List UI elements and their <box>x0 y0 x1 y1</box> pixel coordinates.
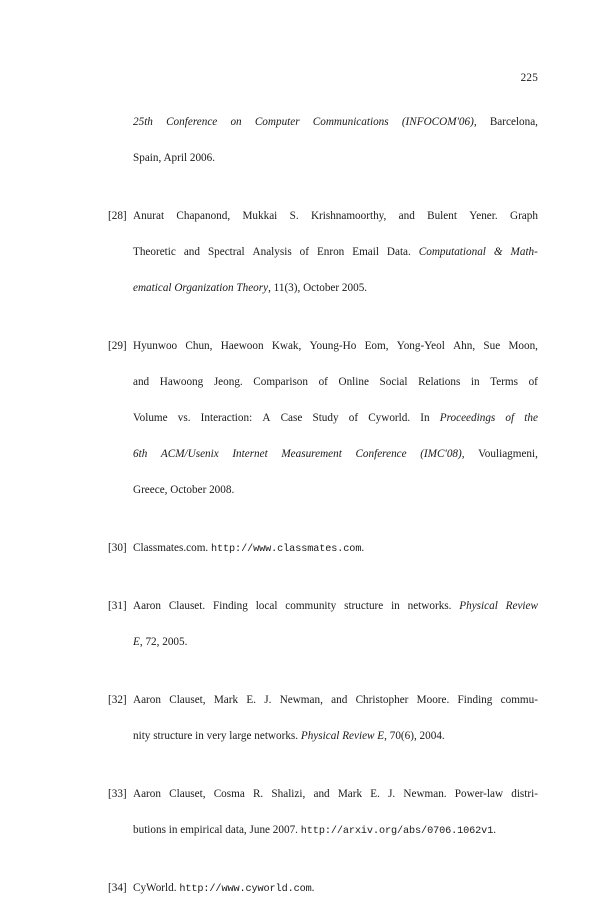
text-word: Aaron <box>133 600 161 612</box>
text-word: Shalizi, <box>271 788 306 800</box>
text-run: Physical Review E <box>300 730 385 742</box>
reference-28 <box>108 198 538 306</box>
entry-spacer <box>108 660 538 682</box>
reference-29 <box>108 328 538 508</box>
entry-spacer <box>108 176 538 198</box>
text-word: Barcelona, <box>489 116 538 128</box>
reference-line <box>133 328 538 364</box>
text-run: Classmates.com. <box>133 542 211 554</box>
text-word: Online <box>338 376 369 388</box>
text-run: E <box>133 636 140 648</box>
text-word: and <box>313 788 330 800</box>
reference-line <box>133 718 538 754</box>
text-word: Review <box>505 600 538 612</box>
text-word: Email <box>352 246 379 258</box>
reference-line <box>133 364 538 400</box>
text-word: ACM/Usenix <box>160 448 219 460</box>
entry-spacer <box>108 508 538 530</box>
text-word: Anurat <box>133 210 165 222</box>
reference-30 <box>108 530 538 566</box>
text-run: CyWorld. <box>133 882 180 894</box>
reference-line <box>133 234 538 270</box>
text-word: A <box>262 412 271 424</box>
text-word: Theoretic <box>133 246 176 258</box>
reference-33 <box>108 776 538 848</box>
text-word: (INFOCOM'06), <box>401 116 477 128</box>
text-word: and <box>331 694 348 706</box>
text-run: nity structure in very large networks. <box>133 730 301 742</box>
reference-body <box>133 530 538 566</box>
text-word: E. <box>370 788 380 800</box>
entry-spacer <box>108 754 538 776</box>
text-word: Kwak, <box>271 340 302 352</box>
text-word: Analysis <box>252 246 292 258</box>
reference-34 <box>108 870 538 906</box>
reference-label: [33] <box>108 788 127 800</box>
reference-line <box>133 682 538 718</box>
text-word: Finding <box>213 600 248 612</box>
text-word: Vouliagmeni, <box>478 448 538 460</box>
text-run: , 11(3), October 2005. <box>268 282 368 294</box>
text-run: . <box>311 882 315 894</box>
text-word: Mukkai <box>242 210 278 222</box>
text-word: Cyworld. <box>368 412 411 424</box>
reference-list <box>108 176 538 906</box>
reference-line <box>133 588 538 624</box>
text-word: Sue <box>483 340 501 352</box>
text-word: & <box>493 246 503 258</box>
text-word: community <box>285 600 337 612</box>
text-word: commu- <box>500 694 538 706</box>
reference-body <box>133 588 538 660</box>
text-word: Enron <box>316 246 345 258</box>
reference-31 <box>108 588 538 660</box>
text-word: Christopher <box>355 694 409 706</box>
text-word: on <box>230 116 242 128</box>
text-word: Mark <box>337 788 363 800</box>
text-word: Computer <box>254 116 300 128</box>
text-word: In <box>420 412 430 424</box>
reference-body <box>133 776 538 848</box>
reference-line <box>133 270 538 306</box>
text-run: Greece, October 2008. <box>133 484 235 496</box>
text-word: of <box>318 376 328 388</box>
text-word: Chapanond, <box>176 210 231 222</box>
continuation-line: Spain, April 2006. <box>133 152 216 164</box>
text-word: Hyunwoo <box>133 340 178 352</box>
bibliography-text-block <box>108 104 538 906</box>
reference-line <box>133 624 538 660</box>
text-word: Clauset. <box>168 600 206 612</box>
reference-label: [28] <box>108 210 127 222</box>
text-word: Moore. <box>416 694 450 706</box>
text-word: Mark <box>213 694 239 706</box>
reference-body <box>133 198 538 306</box>
text-word: Young-Ho <box>309 340 357 352</box>
reference-label: [32] <box>108 694 127 706</box>
url-text[interactable]: http://www.classmates.com <box>211 544 362 555</box>
entry-spacer <box>108 306 538 328</box>
reference-line <box>133 400 538 436</box>
text-run: , 72, 2005. <box>139 636 188 648</box>
text-run: ematical Organization Theory <box>133 282 269 294</box>
text-word: Yener. <box>469 210 498 222</box>
text-word: of <box>348 412 359 424</box>
text-run: . <box>361 542 365 554</box>
text-word: Spectral <box>207 246 245 258</box>
reference-line <box>133 870 538 906</box>
text-word: Study <box>312 412 339 424</box>
text-word: Computational <box>418 246 486 258</box>
text-word: Haewoon <box>220 340 264 352</box>
text-word: Proceedings <box>439 412 496 424</box>
text-word: (IMC'08), <box>420 448 465 460</box>
text-word: S. <box>289 210 299 222</box>
continuation-line <box>133 104 538 140</box>
text-word: networks. <box>407 600 452 612</box>
text-word: 25th <box>133 116 153 128</box>
text-word: Case <box>280 412 303 424</box>
text-word: Conference <box>355 448 407 460</box>
reference-line <box>133 530 538 566</box>
text-word: J. <box>388 788 396 800</box>
reference-label: [29] <box>108 340 127 352</box>
reference-body <box>133 328 538 508</box>
text-word: Finding <box>457 694 493 706</box>
text-word: Aaron <box>133 694 161 706</box>
reference-line <box>133 198 538 234</box>
text-word: R. <box>252 788 264 800</box>
text-word: of <box>299 246 309 258</box>
text-word: Newman. <box>403 788 447 800</box>
text-word: in <box>470 376 480 388</box>
text-word: Yong-Yeol <box>396 340 445 352</box>
text-word: Math- <box>510 246 538 258</box>
text-run: butions in empirical data, June 2007. <box>133 824 301 836</box>
text-word: Internet <box>232 448 268 460</box>
text-word: Cosma <box>213 788 245 800</box>
text-word: and <box>183 246 200 258</box>
text-word: Data. <box>386 246 411 258</box>
text-word: and <box>398 210 415 222</box>
text-word: Measurement <box>281 448 342 460</box>
text-word: Graph <box>509 210 538 222</box>
text-word: structure <box>344 600 384 612</box>
text-run: . <box>493 824 497 836</box>
text-word: Eom, <box>364 340 389 352</box>
reference-label: [34] <box>108 882 127 894</box>
text-word: Interaction: <box>200 412 253 424</box>
url-text[interactable]: http://www.cyworld.com <box>179 884 312 895</box>
entry-spacer <box>108 566 538 588</box>
text-word: Power-law <box>454 788 504 800</box>
text-run: , 70(6), 2004. <box>384 730 445 742</box>
text-word: distri- <box>511 788 538 800</box>
text-word: J. <box>264 694 272 706</box>
text-word: of <box>528 376 538 388</box>
text-word: Ahn, <box>453 340 476 352</box>
text-word: Aaron <box>133 788 161 800</box>
text-word: and <box>133 376 150 388</box>
text-word: Clauset, <box>169 788 206 800</box>
text-word: Communications <box>312 116 389 128</box>
reference-line <box>133 436 538 472</box>
page-number: 225 <box>520 72 538 84</box>
text-word: vs. <box>177 412 191 424</box>
text-word: Chun, <box>185 340 213 352</box>
url-text[interactable]: http://arxiv.org/abs/0706.1062v1 <box>300 826 494 837</box>
text-word: Relations <box>418 376 461 388</box>
reference-line <box>133 812 538 848</box>
text-word: Newman, <box>279 694 323 706</box>
text-word: in <box>391 600 400 612</box>
reference-label: [31] <box>108 600 127 612</box>
text-word: Moon, <box>508 340 538 352</box>
text-word: of <box>505 412 515 424</box>
text-word: Volume <box>133 412 168 424</box>
text-word: Comparison <box>253 376 308 388</box>
text-word: Hawoong <box>159 376 204 388</box>
reference-27-continuation <box>133 104 538 176</box>
entry-spacer <box>108 848 538 870</box>
text-word: Conference <box>166 116 218 128</box>
text-word: Physical <box>459 600 498 612</box>
reference-body <box>133 682 538 754</box>
text-word: E. <box>246 694 256 706</box>
text-word: Clauset, <box>169 694 206 706</box>
text-word: Terms <box>490 376 518 388</box>
reference-line <box>133 776 538 812</box>
text-word: Krishnamoorthy, <box>310 210 387 222</box>
reference-line <box>133 472 538 508</box>
text-word: local <box>255 600 278 612</box>
reference-label: [30] <box>108 542 127 554</box>
reference-body <box>133 870 538 906</box>
reference-32 <box>108 682 538 754</box>
text-word: Social <box>379 376 408 388</box>
text-word: the <box>524 412 538 424</box>
text-word: Jeong. <box>213 376 243 388</box>
text-word: Bulent <box>427 210 457 222</box>
text-word: 6th <box>133 448 148 460</box>
